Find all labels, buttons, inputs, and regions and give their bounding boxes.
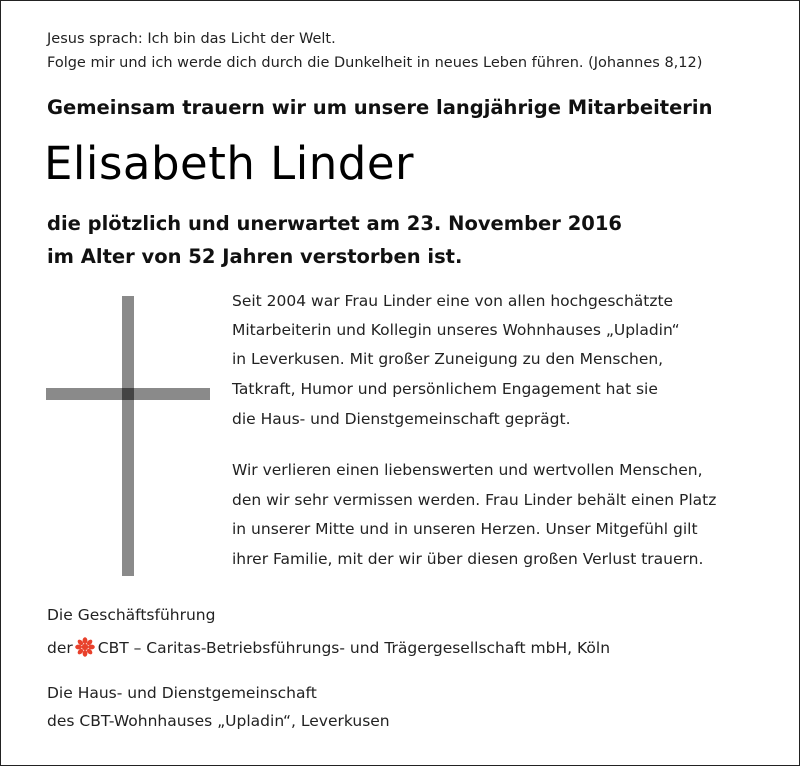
caritas-flame-icon <box>75 637 95 657</box>
cross-vertical-bar <box>122 296 134 576</box>
deceased-name: Elisabeth Linder <box>44 137 415 190</box>
paragraph-1-line: Tatkraft, Humor und persönlichem Engagement hat sie <box>232 380 658 398</box>
signature-prefix: der <box>47 639 73 657</box>
paragraph-1-line: in Leverkusen. Mit großer Zuneigung zu den Menschen, <box>232 350 664 368</box>
signature-house: des CBT-Wohnhauses „Upladin“, Leverkusen <box>47 712 390 730</box>
cross-center <box>122 388 134 400</box>
age-line: im Alter von 52 Jahren verstorben ist. <box>47 245 463 268</box>
signature-organization <box>47 637 610 657</box>
paragraph-2-line: den wir sehr vermissen werden. Frau Linder behält einen Platz <box>232 491 717 509</box>
paragraph-1-line: Seit 2004 war Frau Linder eine von allen hochgeschätzte <box>232 292 674 310</box>
signature-org-name: CBT – Caritas-Betriebsführungs- und Trägergesellschaft mbH, Köln <box>97 639 611 657</box>
paragraph-2-line: in unserer Mitte und in unseren Herzen. Unser Mitgefühl gilt <box>232 520 698 538</box>
paragraph-1-line: Mitarbeiterin und Kollegin unseres Wohnhauses „Upladin“ <box>232 321 680 339</box>
signature-management: Die Geschäftsführung <box>47 606 216 624</box>
paragraph-1-line: die Haus- und Dienstgemeinschaft geprägt. <box>232 410 571 428</box>
paragraph-2-line: ihrer Familie, mit der wir über diesen großen Verlust trauern. <box>232 550 704 568</box>
bible-quote-line-1: Jesus sprach: Ich bin das Licht der Welt. <box>47 31 336 47</box>
bible-quote-line-2: Folge mir und ich werde dich durch die Dunkelheit in neues Leben führen. (Johannes 8,12) <box>47 55 703 71</box>
intro-heading: Gemeinsam trauern wir um unsere langjährige Mitarbeiterin <box>47 96 713 119</box>
death-date-line: die plötzlich und unerwartet am 23. November 2016 <box>47 212 622 235</box>
paragraph-2-line: Wir verlieren einen liebenswerten und wertvollen Menschen, <box>232 461 703 479</box>
signature-community: Die Haus- und Dienstgemeinschaft <box>47 684 317 702</box>
